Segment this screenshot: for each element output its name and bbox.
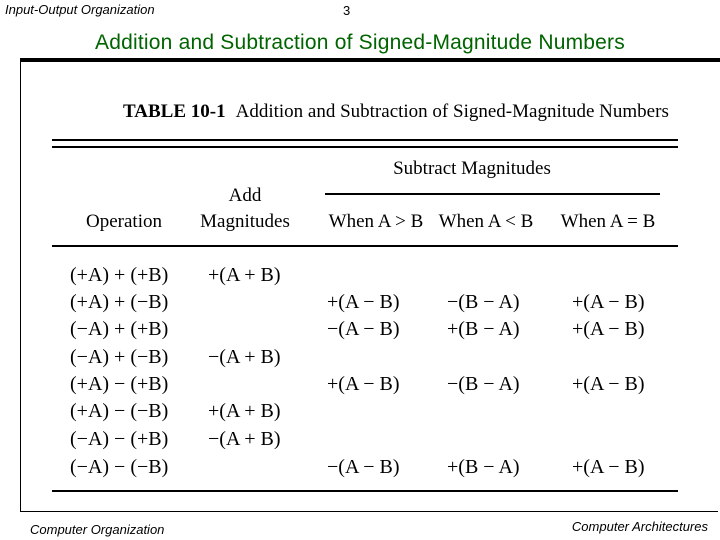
slide-title: Addition and Subtraction of Signed-Magnitude Numbers xyxy=(95,31,625,54)
table-caption-text: Addition and Subtraction of Signed-Magnitude Numbers xyxy=(235,101,669,122)
col-header-add-line2: Magnitudes xyxy=(200,211,290,232)
row-6-add: −(A + B) xyxy=(208,428,281,450)
group-header-subtract: Subtract Magnitudes xyxy=(393,158,551,179)
table-caption xyxy=(123,101,669,123)
row-7-op: (−A) − (−B) xyxy=(70,456,169,478)
row-4-gt: +(A − B) xyxy=(327,373,400,395)
row-2-lt: +(B − A) xyxy=(447,318,520,340)
row-1-op: (+A) + (−B) xyxy=(70,291,169,313)
row-5-op: (+A) − (−B) xyxy=(70,400,169,422)
row-4-eq: +(A − B) xyxy=(572,373,645,395)
row-4-lt: −(B − A) xyxy=(447,373,520,395)
footer-topic: Computer Architectures xyxy=(571,519,708,534)
row-0-add: +(A + B) xyxy=(208,264,281,286)
col-header-operation: Operation xyxy=(86,211,162,232)
table-rule-bottom xyxy=(52,490,678,492)
row-7-gt: −(A − B) xyxy=(327,456,400,478)
footer-course: Computer Organization xyxy=(30,522,165,537)
table-rule-top-2 xyxy=(52,146,678,148)
col-header-eq: When A = B xyxy=(560,211,656,232)
table-rule-header xyxy=(52,245,678,247)
row-2-eq: +(A − B) xyxy=(572,318,645,340)
header-chapter: Input-Output Organization xyxy=(5,2,155,17)
group-header-rule xyxy=(325,193,660,195)
row-6-op: (−A) − (+B) xyxy=(70,428,169,450)
col-header-gt: When A > B xyxy=(328,211,424,232)
row-1-gt: +(A − B) xyxy=(327,291,400,313)
page-number: 3 xyxy=(343,3,351,18)
row-3-add: −(A + B) xyxy=(208,346,281,368)
table-label: TABLE 10-1 xyxy=(123,101,226,122)
row-7-lt: +(B − A) xyxy=(447,456,520,478)
col-header-lt: When A < B xyxy=(438,211,534,232)
row-3-op: (−A) + (−B) xyxy=(70,346,169,368)
row-2-op: (−A) + (+B) xyxy=(70,318,169,340)
row-4-op: (+A) − (+B) xyxy=(70,373,169,395)
row-7-eq: +(A − B) xyxy=(572,456,645,478)
row-1-lt: −(B − A) xyxy=(447,291,520,313)
row-1-eq: +(A − B) xyxy=(572,291,645,313)
row-2-gt: −(A − B) xyxy=(327,318,400,340)
row-0-op: (+A) + (+B) xyxy=(70,264,169,286)
col-header-add-line1: Add xyxy=(228,185,262,206)
row-5-add: +(A + B) xyxy=(208,400,281,422)
table-rule-top-1 xyxy=(52,139,678,141)
